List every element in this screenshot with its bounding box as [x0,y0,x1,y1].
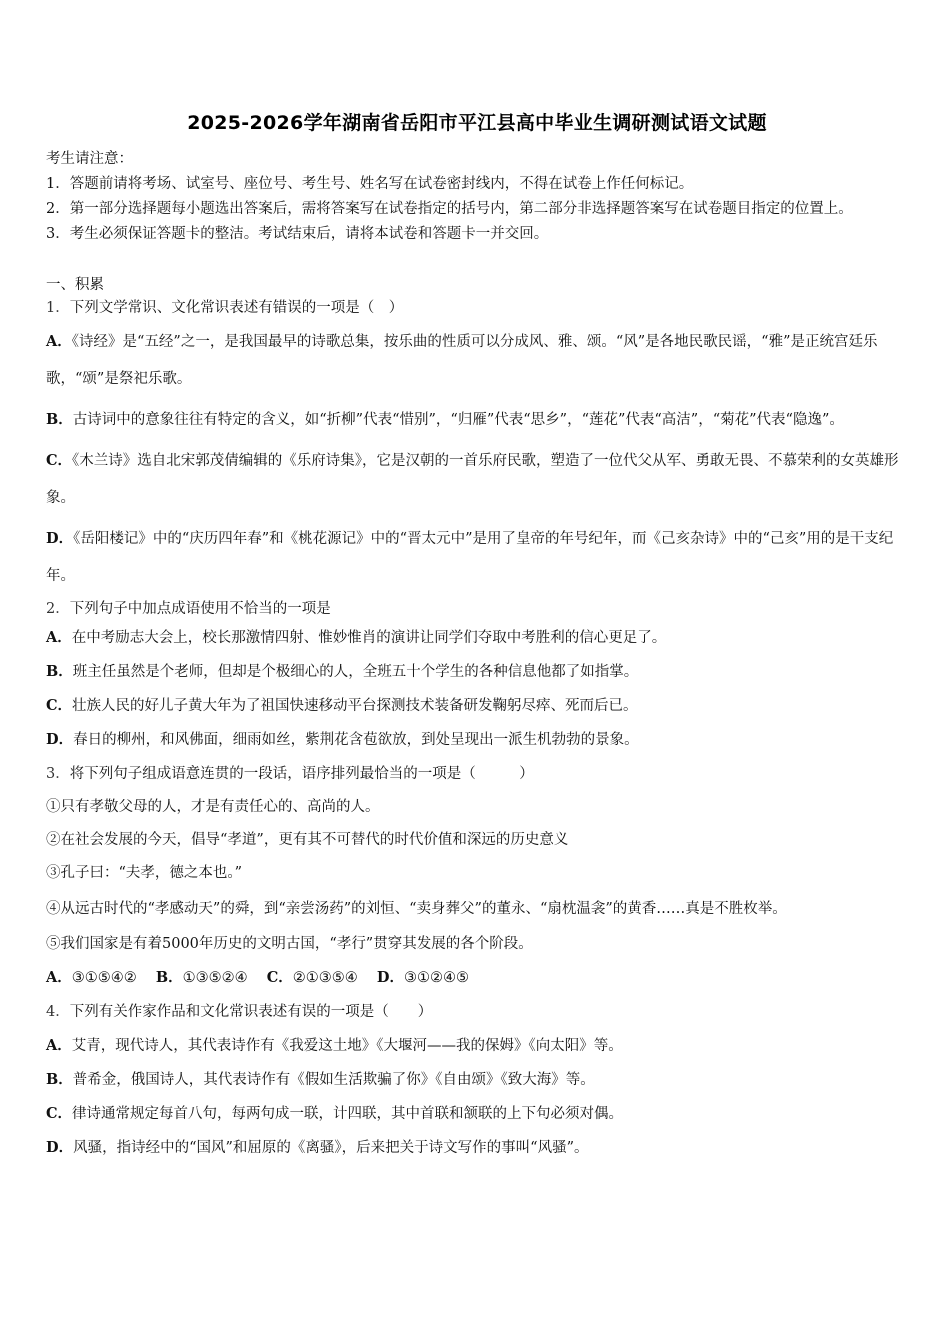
option-label: A． [46,1037,72,1054]
option-a [46,1029,908,1063]
question-number: 3． [46,766,70,782]
option-c [46,689,908,723]
option-a [46,621,908,655]
question-3 [46,757,908,995]
option-label: D． [46,731,74,748]
question-number: 1． [46,300,70,316]
page-title: 2025-2026学年湖南省岳阳市平江县高中毕业生调研测试语文试题 [187,112,767,134]
sentence-1: ①只有孝敬父母的人，才是有责任心的、高尚的人。 [46,799,380,815]
option-label: D． [376,969,404,986]
exam-page [46,108,908,1165]
option-b [46,655,908,689]
option-label: B． [46,663,73,680]
question-text: 下列文学常识、文化常识表述有错误的一项是（ ） [69,300,404,316]
option-label: C． [46,452,73,469]
option-c [46,442,908,517]
option-text: 在中考励志大会上，校长那激情四射、惟妙惟肖的演讲让同学们夺取中考胜利的信心更足了。 [71,630,667,646]
question-stem [46,995,908,1029]
option-text: ②①③⑤④ [292,970,358,986]
option-b [46,1063,908,1097]
sentence-3: ③孔子曰：“夫孝，德之本也。” [46,865,243,881]
option-label: B． [46,1071,73,1088]
question-stem [46,757,908,791]
option-text: 壮族人民的好儿子黄大年为了祖国快速移动平台探测技术装备研发鞠躬尽瘁、死而后已。 [72,698,638,714]
question-text: 下列句子中加点成语使用不恰当的一项是 [69,601,331,617]
option-text: 春日的柳州，和风佛面，细雨如丝，紫荆花含苞欲放，到处呈现出一派生机勃勃的景象。 [73,732,639,748]
option-label: A． [46,333,72,350]
sentence-2: ②在社会发展的今天，倡导“孝道”，更有其不可替代的时代价值和深远的历史意义 [46,832,569,848]
option-label: D． [46,530,74,547]
question-text: 下列有关作家作品和文化常识表述有误的一项是（ ） [69,1004,433,1020]
notice-item: 2．第一部分选择题每小题选出答案后，需将答案写在试卷指定的括号内，第二部分非选择题答案写在试卷题目指定的位置上。 [46,201,853,217]
notice-block [46,147,908,247]
question-number: 2． [46,601,70,617]
option-d [46,1131,908,1165]
notice-heading: 考生请注意： [46,151,133,167]
question-stem [46,598,908,621]
sentence-4: ④从远古时代的“孝感动天”的舜，到“亲尝汤药”的刘恒、“卖身葬父”的董永、“扇枕温衾”的黄香……真是不胜枚举。 [46,901,787,917]
option-text: 艾青，现代诗人，其代表诗作有《我爱这土地》《大堰河——我的保姆》《向太阳》等。 [71,1038,623,1054]
option-label: B． [46,411,73,428]
question-text: 将下列句子组成语意连贯的一段话，语序排列最恰当的一项是（ ） [69,766,534,782]
question-number: 4． [46,1004,70,1020]
option-text: 风骚，指诗经中的“国风”和屈原的《离骚》，后来把关于诗文写作的事叫“风骚”。 [73,1140,589,1156]
option-label: A． [46,629,72,646]
option-text: ③①②④⑤ [403,970,469,986]
notice-item: 1．答题前请将考场、试室号、座位号、考生号、姓名写在试卷密封线内，不得在试卷上作任何标记。 [46,176,694,192]
option-text: 《诗经》是“五经”之一，是我国最早的诗歌总集，按乐曲的性质可以分成风、雅、颂。“风”是各地民歌民谣，“雅”是正统宫廷乐歌，“颂”是祭祀乐歌。 [46,334,878,387]
option-text: 律诗通常规定每首八句，每两句成一联，计四联，其中首联和颔联的上下句必须对偶。 [72,1106,624,1122]
option-text: 古诗词中的意象往往有特定的含义，如“折柳”代表“惜别”，“归雁”代表“思乡”，“莲花”代表“高洁”，“菊花”代表“隐逸”。 [72,412,844,428]
option-c [46,1097,908,1131]
option-text: 班主任虽然是个老师，但却是个极细心的人，全班五十个学生的各种信息他都了如指掌。 [72,664,639,680]
option-label: C． [266,969,293,986]
section-heading: 一、积累 [46,277,104,293]
option-d [46,723,908,757]
option-d [46,520,908,595]
option-a [46,323,908,398]
option-text: ③①⑤④② [71,970,137,986]
answer-options [46,961,908,995]
option-b [46,401,908,439]
option-text: 普希金，俄国诗人，其代表诗作有《假如生活欺骗了你》《自由颂》《致大海》等。 [72,1072,595,1088]
question-1 [46,297,908,595]
option-text: 《岳阳楼记》中的“庆历四年春”和《桃花源记》中的“晋太元中”是用了皇帝的年号纪年，而《己亥杂诗》中的“己亥”用的是干支纪年。 [46,531,894,584]
question-2 [46,598,908,757]
option-label: C． [46,697,73,714]
question-stem [46,297,908,320]
option-text: 《木兰诗》选自北宋郭茂倩编辑的《乐府诗集》，它是汉朝的一首乐府民歌，塑造了一位代父从军、勇敢无畏、不慕荣利的女英雄形象。 [46,453,899,506]
option-label: A． [46,969,72,986]
notice-item: 3．考生必须保证答题卡的整洁。考试结束后，请将本试卷和答题卡一并交回。 [46,226,549,242]
option-label: B． [155,969,183,986]
option-text: ①③⑤②④ [182,970,248,986]
sentence-5: ⑤我们国家是有着5000年历史的文明古国，“孝行”贯穿其发展的各个阶段。 [46,936,533,952]
option-label: C． [46,1105,73,1122]
question-4 [46,995,908,1165]
option-label: D． [46,1139,74,1156]
